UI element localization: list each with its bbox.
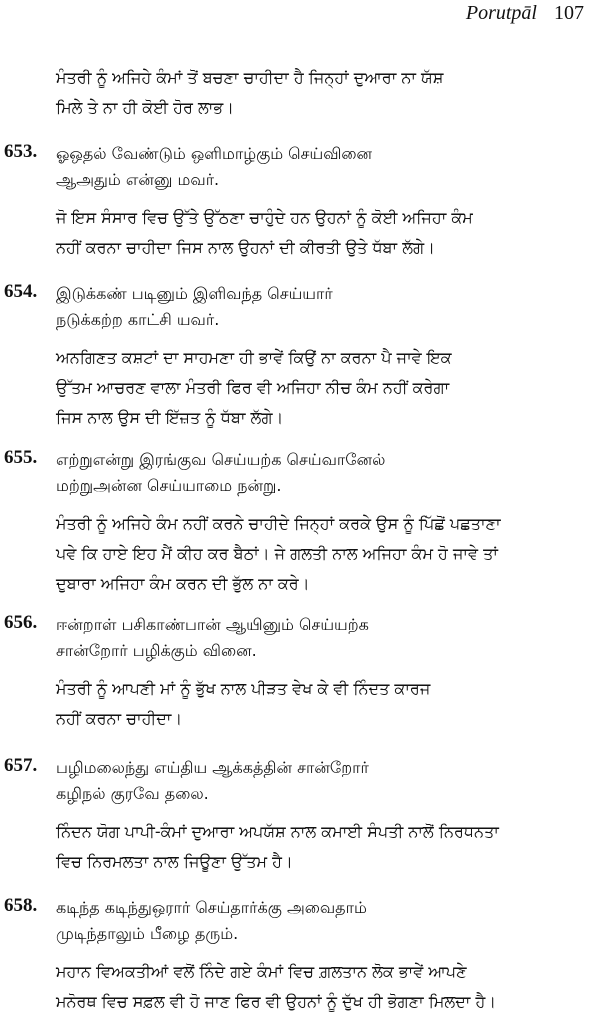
punjabi-translation [56,817,590,877]
tamil-line: சான்றோர் பழிக்கும் வினை. [56,641,257,660]
punjabi-line: ਨਹੀਂ ਕਰਨਾ ਚਾਹੀਦਾ। [56,709,183,728]
verse-entry-656 [0,612,590,734]
punjabi-translation [56,203,590,263]
punjabi-translation [56,957,590,1017]
tamil-line: பழிமலைந்து எய்திய ஆக்கத்தின் சான்றோர் [56,758,369,777]
verse-entry-654 [0,281,590,433]
tamil-verse [56,447,590,499]
punjabi-line: ਜਿਸ ਨਾਲ ਉਸ ਦੀ ਇੱਜ਼ਤ ਨੂੰ ਧੱਬਾ ਲੱਗੇ। [56,408,284,427]
tamil-line: ஆஅதும் என்னு மவர். [56,170,220,189]
punjabi-line: ਵਿਚ ਨਿਰਮਲਤਾ ਨਾਲ ਜਿਊਣਾ ਉੱਤਮ ਹੈ। [56,852,293,871]
punjabi-line: ਨਹੀਂ ਕਰਨਾ ਚਾਹੀਦਾ ਜਿਸ ਨਾਲ ਉਹਨਾਂ ਦੀ ਕੀਰਤੀ ਉਤੇ ਧੱਬਾ ਲੱਗੇ। [56,238,435,257]
verse-number: 654. [4,281,38,302]
verse-entry-658 [0,895,590,1017]
intro-line: ਮਿਲੇ ਤੇ ਨਾ ਹੀ ਕੋਈ ਹੋਰ ਲਾਭ। [56,98,234,117]
tamil-line: கடிந்த கடிந்துஒரார் செய்தார்க்கு அவைதாம் [56,898,367,917]
intro-paragraph [56,63,590,123]
tamil-line: எற்றுஎன்று இரங்குவ செய்யற்க செய்வானேல் [56,450,386,469]
punjabi-line: ਮਨੋਰਥ ਵਿਚ ਸਫ਼ਲ ਵੀ ਹੋ ਜਾਣ ਫਿਰ ਵੀ ਉਹਨਾਂ ਨੂੰ ਦੁੱਖ ਹੀ ਭੋਗਣਾ ਮਿਲਦਾ ਹੈ। [56,992,497,1011]
book-title: Porutpāl [465,2,537,24]
verse-number: 658. [4,895,38,916]
tamil-verse [56,895,590,947]
verse-number: 653. [4,141,38,162]
tamil-line: இடுக்கண் படினும் இளிவந்த செய்யார் [56,284,333,303]
tamil-verse [56,612,590,664]
punjabi-line: ਮਹਾਨ ਵਿਅਕਤੀਆਂ ਵਲੋਂ ਨਿੰਦੇ ਗਏ ਕੰਮਾਂ ਵਿਚ ਗ਼ਲਤਾਨ ਲੋਕ ਭਾਵੇਂ ਆਪਣੇ [56,962,467,981]
tamil-line: முடிந்தாலும் பீழை தரும். [56,924,239,943]
verse-entry-657 [0,755,590,877]
punjabi-line: ਅਨਗਿਣਤ ਕਸ਼ਟਾਂ ਦਾ ਸਾਹਮਣਾ ਹੀ ਭਾਵੇਂ ਕਿਉਂ ਨਾ ਕਰਨਾ ਪੈ ਜਾਵੇ ਇਕ [56,348,452,367]
punjabi-translation [56,343,590,433]
punjabi-line: ਨਿੰਦਨ ਯੋਗ ਪਾਪੀ-ਕੰਮਾਂ ਦੁਆਰਾ ਅਪਯੱਸ਼ ਨਾਲ ਕਮਾਈ ਸੰਪਤੀ ਨਾਲੋਂ ਨਿਰਧਨਤਾ [56,822,499,841]
verse-number: 655. [4,447,38,468]
page-header [466,2,584,25]
verse-number: 656. [4,612,38,633]
punjabi-line: ਮੰਤਰੀ ਨੂੰ ਅਜਿਹੇ ਕੰਮ ਨਹੀਂ ਕਰਨੇ ਚਾਹੀਦੇ ਜਿਨ੍ਹਾਂ ਕਰਕੇ ਉਸ ਨੂੰ ਪਿੱਛੋਂ ਪਛਤਾਣਾ [56,514,501,533]
intro-line: ਮੰਤਰੀ ਨੂੰ ਅਜਿਹੇ ਕੰਮਾਂ ਤੋਂ ਬਚਣਾ ਚਾਹੀਦਾ ਹੈ ਜਿਨ੍ਹਾਂ ਦੁਆਰਾ ਨਾ ਯੱਸ਼ [56,68,444,87]
verse-entry-653 [0,141,590,263]
verse-number: 657. [4,755,38,776]
tamil-verse [56,755,590,807]
punjabi-line: ਪਵੇ ਕਿ ਹਾਏ ਇਹ ਮੈਂ ਕੀਹ ਕਰ ਬੈਠਾਂ। ਜੇ ਗਲਤੀ ਨਾਲ ਅਜਿਹਾ ਕੰਮ ਹੋ ਜਾਵੇ ਤਾਂ [56,544,498,563]
punjabi-line: ਉੱਤਮ ਆਚਰਣ ਵਾਲਾ ਮੰਤਰੀ ਫਿਰ ਵੀ ਅਜਿਹਾ ਨੀਚ ਕੰਮ ਨਹੀਂ ਕਰੇਗਾ [56,378,450,397]
tamil-line: நடுக்கற்ற காட்சி யவர். [56,310,220,329]
verse-entry-655 [0,447,590,599]
punjabi-translation [56,674,590,734]
tamil-line: மற்றுஅன்ன செய்யாமை நன்று. [56,476,282,495]
punjabi-line: ਜੋ ਇਸ ਸੰਸਾਰ ਵਿਚ ਉੱਤੇ ਉੱਠਣਾ ਚਾਹੁੰਦੇ ਹਨ ਉਹਨਾਂ ਨੂੰ ਕੋਈ ਅਜਿਹਾ ਕੰਮ [56,208,473,227]
punjabi-line: ਦੁਬਾਰਾ ਅਜਿਹਾ ਕੰਮ ਕਰਨ ਦੀ ਭੁੱਲ ਨਾ ਕਰੇ। [56,574,310,593]
tamil-verse [56,281,590,333]
tamil-line: கழிநல் குரவே தலை. [56,784,209,803]
punjabi-translation [56,509,590,599]
page-number: 107 [554,2,584,24]
tamil-line: ஈன்றாள் பசிகாண்பான் ஆயினும் செய்யற்க [56,615,369,634]
tamil-verse [56,141,590,193]
punjabi-line: ਮੰਤਰੀ ਨੂੰ ਆਪਣੀ ਮਾਂ ਨੂੰ ਭੁੱਖ ਨਾਲ ਪੀੜਤ ਵੇਖ ਕੇ ਵੀ ਨਿੰਦਤ ਕਾਰਜ [56,679,431,698]
tamil-line: ஓஒதல் வேண்டும் ஒளிமாழ்கும் செய்வினை [56,144,373,163]
